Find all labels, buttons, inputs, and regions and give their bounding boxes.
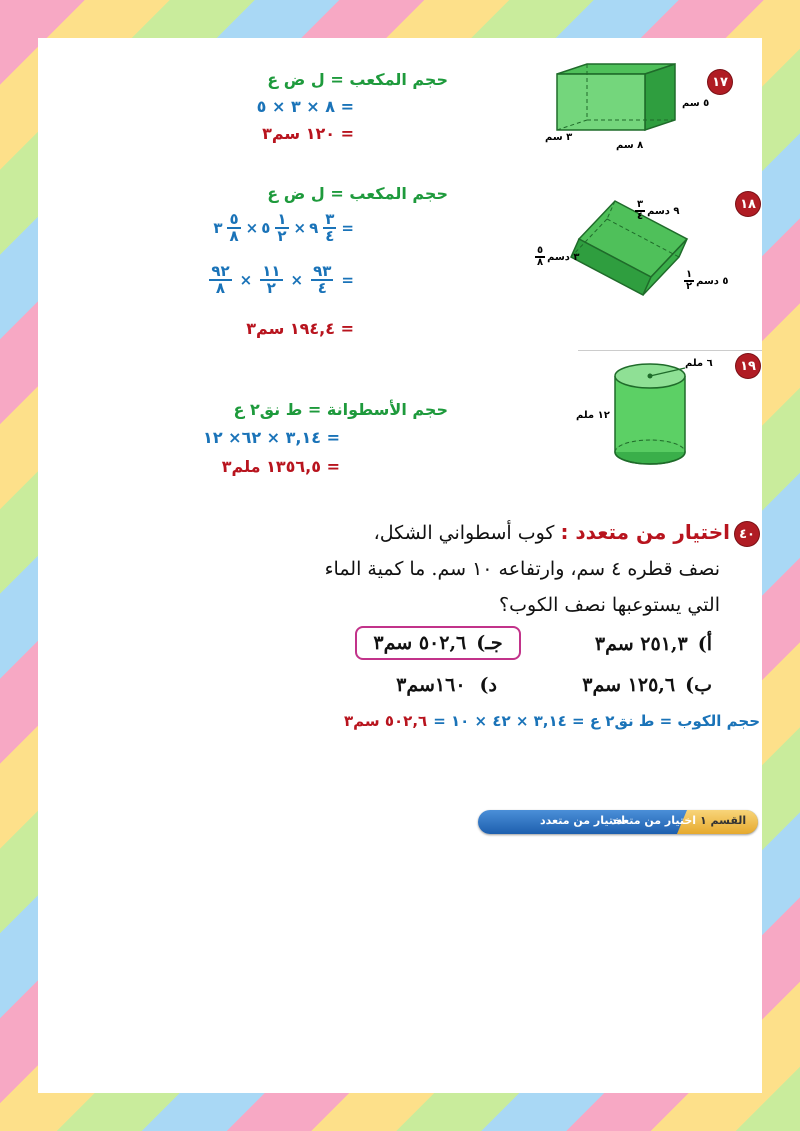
problem-number: ١٨ [740, 196, 756, 212]
section-title: اختيار من متعدد [611, 814, 697, 827]
step-improper-fractions: = $\frac{٩٣}{٤}$ × $\frac{١١}{٢}$ × $\frac{٩٢}{٨}$ [211, 262, 354, 297]
question-header [374, 520, 730, 544]
height-label: ١٢ ملم [576, 410, 610, 421]
fraction: $\frac{١١}{٢}$ [262, 262, 281, 297]
option-c-correct[interactable]: جـ) ٥٠٢,٦ سم٣ [355, 626, 521, 660]
question-line: كوب أسطواني الشكل، [373, 522, 555, 544]
section-title-center: اختيار من متعدد [540, 814, 626, 827]
fraction: $\frac{٥}{٨}$ [229, 210, 239, 245]
step-result: = ١٣٥٦,٥ ملم٣ [221, 457, 340, 476]
question-type: اختيار من متعدد : [560, 520, 730, 544]
step-mixed-fractions: = $\frac{٣}{٤}$ ٩ × $\frac{١}{٢}$ ٥ × $\frac{٥}{٨}$ ٣ [213, 210, 354, 245]
question-number: ٤٠ [739, 526, 755, 542]
width-label: ٣ سم [545, 132, 573, 143]
fraction: $\frac{١}{٢}$ [686, 269, 693, 292]
option-b[interactable]: ب) ١٢٥,٦ سم٣ [582, 674, 712, 696]
step-result: = ١٢٠ سم٣ [262, 124, 354, 143]
top-dim-label: $\frac{٣}{٤}$ ٩ دسم [637, 199, 680, 222]
fraction: $\frac{٣}{٤}$ [325, 210, 335, 245]
cylinder-figure [605, 360, 695, 470]
step-result: = ١٩٤,٤ سم٣ [246, 319, 354, 338]
left-dim-label: $\frac{٥}{٨}$ ٣ دسم [537, 245, 580, 268]
right-dim-label: $\frac{١}{٢}$ ٥ دسم [686, 269, 729, 292]
question-line: نصف قطره ٤ سم، وارتفاعه ١٠ سم. ما كمية الماء [324, 558, 720, 580]
radius-label: ٦ ملم [685, 358, 713, 369]
question-number-badge [735, 522, 759, 546]
option-d[interactable]: د) ١٦٠سم٣ [396, 674, 497, 696]
length-label: ٨ سم [616, 140, 644, 151]
fraction: $\frac{٩٢}{٨}$ [211, 262, 230, 297]
volume-formula: حجم الأسطوانة = ط نق٢ ع [233, 400, 448, 419]
problem-number-badge [708, 70, 732, 94]
step-substitution: = ٨ × ٣ × ٥ [256, 97, 354, 116]
height-label: ٥ سم [682, 98, 710, 109]
fraction: $\frac{١}{٢}$ [277, 210, 287, 245]
volume-formula: حجم المكعب = ل ض ع [267, 70, 448, 89]
problem-number-badge [736, 192, 760, 216]
solution-line: حجم الكوب = ط نق٢ ع = ٣,١٤ × ٤٢ × ١٠ = ٥٠٢,٦ سم٣ [343, 712, 760, 730]
fraction: $\frac{٩٣}{٤}$ [313, 262, 332, 297]
step-substitution: = ٣,١٤ × ٦٢× ١٢ [203, 428, 340, 447]
question-line: التي يستوعبها نصف الكوب؟ [499, 594, 720, 616]
problem-number: ١٧ [712, 74, 728, 90]
divider [578, 350, 762, 351]
section-number: القسم ١ [700, 814, 747, 827]
problem-number: ١٩ [740, 358, 756, 374]
volume-formula: حجم المكعب = ل ض ع [267, 184, 448, 203]
fraction: $\frac{٣}{٤}$ [637, 199, 644, 222]
problem-number-badge [736, 354, 760, 378]
option-a[interactable]: أ) ٢٥١,٣ سم٣ [594, 633, 712, 655]
fraction: $\frac{٥}{٨}$ [537, 245, 544, 268]
